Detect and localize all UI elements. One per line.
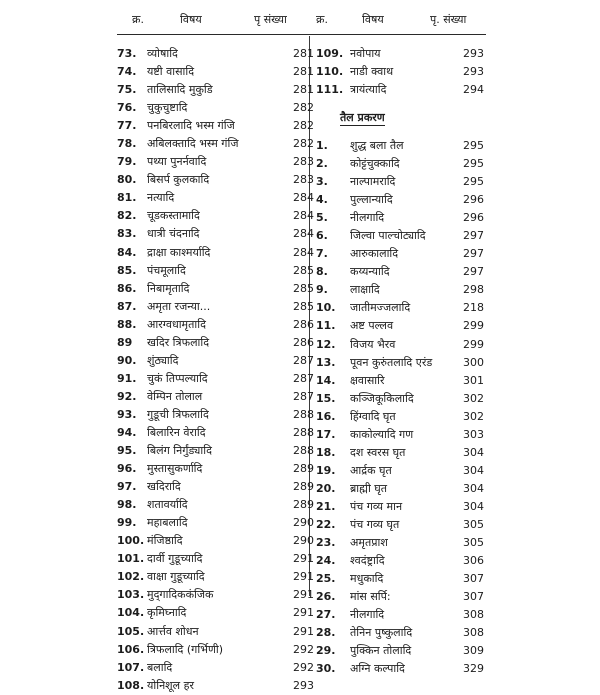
entry-number: 99. bbox=[117, 516, 137, 530]
entry-title: चुकुचुष्टादि bbox=[147, 101, 188, 115]
header-left-page: पृ संख्या bbox=[254, 13, 287, 26]
list-item bbox=[316, 372, 492, 390]
entry-number: 20. bbox=[316, 481, 336, 495]
entry-page: 307 bbox=[463, 572, 484, 586]
entry-title: लाक्षादि bbox=[350, 283, 380, 297]
entry-page: 297 bbox=[463, 247, 484, 261]
list-item bbox=[117, 298, 314, 316]
entry-number: 12. bbox=[316, 337, 336, 351]
entry-title: अमृता रजन्या... bbox=[147, 299, 211, 313]
entry-number: 16. bbox=[316, 409, 336, 423]
entry-number: 101. bbox=[117, 552, 145, 566]
entry-page: 283 bbox=[293, 155, 314, 169]
list-item bbox=[316, 281, 492, 299]
entry-title: वेम्पिन तोलाल bbox=[147, 389, 203, 403]
entry-page: 304 bbox=[463, 445, 484, 459]
entry-number: 103. bbox=[117, 588, 145, 602]
header-right-no: क्र. bbox=[316, 13, 328, 26]
entry-number: 22. bbox=[316, 517, 336, 531]
entry-page: 300 bbox=[463, 355, 484, 369]
entry-number: 5. bbox=[316, 211, 328, 225]
entry-page: 304 bbox=[463, 481, 484, 495]
list-item bbox=[316, 137, 492, 155]
entry-number: 80. bbox=[117, 173, 137, 187]
list-item bbox=[316, 660, 492, 678]
entry-number: 107. bbox=[117, 660, 145, 674]
entry-page: 295 bbox=[463, 157, 484, 171]
entry-page: 291 bbox=[293, 570, 314, 584]
entry-page: 299 bbox=[463, 319, 484, 333]
entry-page: 281 bbox=[293, 47, 314, 60]
entry-number: 108. bbox=[117, 678, 145, 692]
list-item bbox=[316, 155, 492, 173]
list-item bbox=[316, 624, 492, 642]
list-item bbox=[117, 334, 314, 352]
entry-page: 287 bbox=[293, 353, 314, 367]
entry-page: 288 bbox=[293, 444, 314, 458]
entry-page: 284 bbox=[293, 209, 314, 223]
entry-page: 218 bbox=[463, 301, 484, 315]
entry-number: 110. bbox=[316, 65, 344, 79]
entry-page: 284 bbox=[293, 227, 314, 241]
header-right-subject: विषय bbox=[362, 13, 384, 26]
entry-title: पंचमूलादि bbox=[147, 263, 186, 277]
list-item bbox=[117, 442, 314, 460]
entry-number: 76. bbox=[117, 101, 137, 115]
entry-title: श्वदंष्ट्रादि bbox=[350, 554, 385, 568]
entry-title: त्रायंत्यादि bbox=[350, 83, 387, 97]
entry-page: 291 bbox=[293, 606, 314, 620]
entry-title: अमृतप्राश bbox=[350, 536, 388, 550]
list-item bbox=[316, 534, 492, 552]
entry-page: 282 bbox=[293, 119, 314, 133]
entry-number: 14. bbox=[316, 373, 336, 387]
entry-page: 295 bbox=[463, 139, 484, 152]
entry-title: नाल्पामरादि bbox=[350, 175, 396, 189]
list-item bbox=[316, 552, 492, 570]
list-item bbox=[117, 604, 314, 622]
list-item bbox=[117, 460, 314, 478]
entry-number: 81. bbox=[117, 191, 137, 205]
entry-title: क्षवासारि bbox=[350, 373, 385, 387]
list-item bbox=[117, 677, 314, 695]
list-item bbox=[117, 532, 314, 550]
list-item bbox=[117, 623, 314, 641]
list-item bbox=[316, 480, 492, 498]
entry-title: शुंठ्यादि bbox=[147, 353, 179, 367]
entry-title: बलादि bbox=[147, 660, 173, 674]
entry-number: 77. bbox=[117, 119, 137, 133]
entry-title: कृमिघ्नादि bbox=[147, 606, 187, 620]
entry-title: अष्ट पल्लव bbox=[350, 319, 394, 333]
entry-title: धात्री चंदनादि bbox=[147, 227, 200, 241]
entry-title: नाडी क्वाथ bbox=[350, 65, 394, 79]
entry-number: 95. bbox=[117, 444, 137, 458]
list-item bbox=[117, 406, 314, 424]
entry-page: 285 bbox=[293, 281, 314, 295]
entry-title: व्योषादि bbox=[147, 47, 178, 60]
entry-number: 28. bbox=[316, 626, 336, 640]
list-item bbox=[117, 171, 314, 189]
entry-number: 79. bbox=[117, 155, 137, 169]
entry-title: बिलारिन वेरादि bbox=[147, 425, 206, 439]
entry-title: पंच गव्य घृत bbox=[350, 517, 400, 531]
entry-title: नीलगादि bbox=[350, 211, 385, 225]
entry-page: 295 bbox=[463, 175, 484, 189]
entry-title: मंजिष्ठादि bbox=[147, 534, 183, 548]
list-item bbox=[316, 498, 492, 516]
entry-title: नीलगादि bbox=[350, 608, 385, 622]
entry-number: 30. bbox=[316, 662, 336, 676]
entry-page: 296 bbox=[463, 211, 484, 225]
entry-page: 301 bbox=[463, 373, 484, 387]
entry-title: यष्टी वासादि bbox=[147, 65, 195, 79]
entry-number: 13. bbox=[316, 355, 336, 369]
list-item bbox=[117, 496, 314, 514]
header-left-subject: विषय bbox=[180, 13, 202, 26]
entry-number: 88. bbox=[117, 317, 137, 331]
entry-number: 90. bbox=[117, 353, 137, 367]
list-item bbox=[316, 588, 492, 606]
entry-number: 27. bbox=[316, 608, 336, 622]
entry-page: 283 bbox=[293, 173, 314, 187]
entry-number: 109. bbox=[316, 47, 344, 60]
entry-title: तालिसादि मुकुडि bbox=[147, 83, 213, 97]
entry-page: 291 bbox=[293, 588, 314, 602]
entry-number: 82. bbox=[117, 209, 137, 223]
entry-page: 287 bbox=[293, 371, 314, 385]
entry-page: 288 bbox=[293, 407, 314, 421]
list-item bbox=[316, 263, 492, 281]
entry-number: 111. bbox=[316, 83, 344, 97]
entry-title: नवोपाय bbox=[350, 47, 381, 60]
entry-page: 286 bbox=[293, 335, 314, 349]
entry-title: योनिशूल हर bbox=[147, 678, 194, 692]
entry-title: कय्यन्यादि bbox=[350, 265, 390, 279]
entry-page: 297 bbox=[463, 229, 484, 243]
entry-number: 6. bbox=[316, 229, 328, 243]
entry-page: 284 bbox=[293, 191, 314, 205]
entry-title: द्राक्षा काश्मर्यादि bbox=[147, 245, 211, 259]
entry-page: 307 bbox=[463, 590, 484, 604]
list-item bbox=[117, 117, 314, 135]
entry-title: मुद्‌गादिककंजिक bbox=[147, 588, 214, 602]
entry-title: बिसर्प कुलकादि bbox=[147, 173, 210, 187]
entry-number: 83. bbox=[117, 227, 137, 241]
entry-title: शुद्ध बला तैल bbox=[350, 139, 404, 152]
list-item bbox=[117, 45, 314, 63]
entry-number: 89 bbox=[117, 335, 133, 349]
entry-title: आर्त्तव शोधन bbox=[147, 624, 199, 638]
list-item bbox=[316, 462, 492, 480]
list-item bbox=[117, 586, 314, 604]
entry-page: 288 bbox=[293, 425, 314, 439]
entry-number: 75. bbox=[117, 83, 137, 97]
entry-title: नत्यादि bbox=[147, 191, 175, 205]
entry-page: 290 bbox=[293, 516, 314, 530]
entry-number: 91. bbox=[117, 371, 137, 385]
list-item bbox=[316, 191, 492, 209]
list-item bbox=[117, 225, 314, 243]
entry-number: 73. bbox=[117, 47, 137, 60]
list-item bbox=[117, 153, 314, 171]
entry-page: 309 bbox=[463, 644, 484, 658]
entry-number: 92. bbox=[117, 389, 137, 403]
header-left-no: क्र. bbox=[132, 13, 144, 26]
entry-number: 26. bbox=[316, 590, 336, 604]
entry-number: 85. bbox=[117, 263, 137, 277]
entry-page: 308 bbox=[463, 626, 484, 640]
list-item bbox=[117, 659, 314, 677]
entry-page: 289 bbox=[293, 480, 314, 494]
list-item bbox=[316, 354, 492, 372]
list-item bbox=[117, 189, 314, 207]
list-item bbox=[316, 173, 492, 191]
list-item bbox=[117, 568, 314, 586]
entry-title: पंच गव्य मान bbox=[350, 499, 403, 513]
entry-title: चूडकस्तामादि bbox=[147, 209, 200, 223]
list-item bbox=[117, 207, 314, 225]
list-item bbox=[117, 99, 314, 117]
entry-title: अबिलक्तादि भस्म गंजि bbox=[147, 137, 239, 151]
list-item bbox=[316, 336, 492, 354]
entry-number: 84. bbox=[117, 245, 137, 259]
entry-page: 308 bbox=[463, 608, 484, 622]
entry-page: 299 bbox=[463, 337, 484, 351]
entry-number: 1. bbox=[316, 139, 328, 152]
right-column-bottom bbox=[316, 137, 492, 678]
entry-title: जातीमज्जलादि bbox=[350, 301, 411, 315]
entry-page: 296 bbox=[463, 193, 484, 207]
entry-number: 2. bbox=[316, 157, 328, 171]
entry-number: 104. bbox=[117, 606, 145, 620]
entry-page: 294 bbox=[463, 83, 484, 97]
entry-number: 78. bbox=[117, 137, 137, 151]
entry-number: 9. bbox=[316, 283, 328, 297]
entry-title: शतावर्यादि bbox=[147, 498, 188, 512]
entry-number: 17. bbox=[316, 427, 336, 441]
entry-page: 285 bbox=[293, 263, 314, 277]
entry-number: 29. bbox=[316, 644, 336, 658]
entry-page: 304 bbox=[463, 499, 484, 513]
entry-title: महाबलादि bbox=[147, 516, 188, 530]
entry-number: 97. bbox=[117, 480, 137, 494]
entry-number: 74. bbox=[117, 65, 137, 79]
entry-title: पनबिरलादि भस्म गंजि bbox=[147, 119, 235, 133]
entry-title: ब्राह्मी घृत bbox=[350, 481, 388, 495]
entry-number: 15. bbox=[316, 391, 336, 405]
entry-page: 302 bbox=[463, 391, 484, 405]
left-column bbox=[117, 45, 314, 695]
entry-title: निबामृतादि bbox=[147, 281, 190, 295]
entry-number: 10. bbox=[316, 301, 336, 315]
list-item bbox=[316, 317, 492, 335]
entry-page: 303 bbox=[463, 427, 484, 441]
entry-number: 8. bbox=[316, 265, 328, 279]
list-item bbox=[117, 244, 314, 262]
entry-page: 304 bbox=[463, 463, 484, 477]
list-item bbox=[316, 606, 492, 624]
entry-title: मुस्तासुकर्णादि bbox=[147, 462, 203, 476]
entry-number: 93. bbox=[117, 407, 137, 421]
list-item bbox=[117, 514, 314, 532]
list-item bbox=[316, 570, 492, 588]
entry-number: 98. bbox=[117, 498, 137, 512]
entry-page: 291 bbox=[293, 624, 314, 638]
entry-title: जिल्वा पाल्चोट्यादि bbox=[350, 229, 426, 243]
entry-number: 87. bbox=[117, 299, 137, 313]
table-header bbox=[0, 12, 600, 30]
entry-title: आरुकालादि bbox=[350, 247, 399, 261]
header-right-page: पृ. संख्या bbox=[430, 13, 467, 26]
list-item bbox=[316, 81, 492, 99]
entry-title: आरग्वधामृतादि bbox=[147, 317, 206, 331]
entry-title: खदिर त्रिफलादि bbox=[147, 335, 210, 349]
entry-title: कोट्टंचुक्कादि bbox=[350, 157, 400, 171]
entry-number: 23. bbox=[316, 536, 336, 550]
entry-number: 106. bbox=[117, 642, 145, 656]
entry-title: वाक्षा गुडूच्यादि bbox=[147, 570, 205, 584]
list-item bbox=[117, 388, 314, 406]
entry-page: 282 bbox=[293, 137, 314, 151]
entry-title: पथ्या पुनर्नवादि bbox=[147, 155, 207, 169]
entry-title: कञ्जिकूकिलादि bbox=[350, 391, 414, 405]
list-item bbox=[316, 227, 492, 245]
list-item bbox=[316, 63, 492, 81]
entry-page: 302 bbox=[463, 409, 484, 423]
entry-title: त्रिफलादि (गर्भिणी) bbox=[147, 642, 224, 656]
entry-page: 281 bbox=[293, 83, 314, 97]
entry-page: 329 bbox=[463, 662, 484, 676]
entry-page: 297 bbox=[463, 265, 484, 279]
header-rule bbox=[117, 34, 486, 35]
entry-page: 286 bbox=[293, 317, 314, 331]
entry-title: आर्द्रक घृत bbox=[350, 463, 392, 477]
entry-page: 298 bbox=[463, 283, 484, 297]
entry-title: पूवन कुरुंतलादि एरंड bbox=[350, 355, 433, 369]
entry-title: चुकं तिप्पल्यादि bbox=[147, 371, 208, 385]
list-item bbox=[316, 408, 492, 426]
entry-title: अग्नि कल्पादि bbox=[350, 662, 405, 676]
entry-page: 282 bbox=[293, 101, 314, 115]
list-item bbox=[316, 516, 492, 534]
entry-number: 94. bbox=[117, 425, 137, 439]
entry-page: 305 bbox=[463, 517, 484, 531]
entry-title: पुक्किन तोलादि bbox=[350, 644, 412, 658]
entry-title: मधुकादि bbox=[350, 572, 384, 586]
entry-page: 287 bbox=[293, 389, 314, 403]
list-item bbox=[316, 209, 492, 227]
list-item bbox=[316, 45, 492, 63]
list-item bbox=[316, 642, 492, 660]
entry-title: विजय भैरव bbox=[350, 337, 396, 351]
list-item bbox=[316, 390, 492, 408]
entry-number: 11. bbox=[316, 319, 336, 333]
list-item bbox=[316, 299, 492, 317]
entry-page: 291 bbox=[293, 552, 314, 566]
entry-number: 4. bbox=[316, 193, 328, 207]
list-item bbox=[117, 550, 314, 568]
list-item bbox=[117, 135, 314, 153]
entry-title: हिंग्वादि घृत bbox=[350, 409, 396, 423]
entry-title: मांस सर्पि: bbox=[350, 590, 391, 604]
entry-title: गुडूची त्रिफलादि bbox=[147, 407, 209, 421]
entry-number: 24. bbox=[316, 554, 336, 568]
entry-number: 18. bbox=[316, 445, 336, 459]
list-item bbox=[117, 280, 314, 298]
list-item bbox=[316, 444, 492, 462]
entry-page: 289 bbox=[293, 462, 314, 476]
section-heading: तैल प्रकरण bbox=[340, 111, 385, 124]
entry-title: पुल्लान्यादि bbox=[350, 193, 393, 207]
entry-number: 100. bbox=[117, 534, 145, 548]
entry-number: 7. bbox=[316, 247, 328, 261]
list-item bbox=[316, 426, 492, 444]
list-item bbox=[117, 316, 314, 334]
entry-number: 96. bbox=[117, 462, 137, 476]
entry-page: 293 bbox=[463, 65, 484, 79]
list-item bbox=[117, 262, 314, 280]
entry-title: काकोल्यादि गण bbox=[350, 427, 414, 441]
entry-number: 21. bbox=[316, 499, 336, 513]
entry-page: 293 bbox=[293, 678, 314, 692]
right-column-top bbox=[316, 45, 492, 99]
entry-title: दश स्वरस घृत bbox=[350, 445, 406, 459]
entry-title: दार्वी गुडूच्यादि bbox=[147, 552, 203, 566]
entry-number: 3. bbox=[316, 175, 328, 189]
list-item bbox=[117, 81, 314, 99]
entry-page: 285 bbox=[293, 299, 314, 313]
entry-title: बिलंग निर्गुंड्यादि bbox=[147, 444, 212, 458]
entry-page: 292 bbox=[293, 660, 314, 674]
entry-page: 281 bbox=[293, 65, 314, 79]
entry-number: 102. bbox=[117, 570, 145, 584]
entry-page: 306 bbox=[463, 554, 484, 568]
entry-page: 293 bbox=[463, 47, 484, 60]
list-item bbox=[117, 478, 314, 496]
entry-number: 105. bbox=[117, 624, 145, 638]
entry-page: 289 bbox=[293, 498, 314, 512]
entry-page: 292 bbox=[293, 642, 314, 656]
entry-title: तेनिन पुष्कुलादि bbox=[350, 626, 413, 640]
entry-page: 284 bbox=[293, 245, 314, 259]
entry-number: 86. bbox=[117, 281, 137, 295]
entry-page: 305 bbox=[463, 536, 484, 550]
list-item bbox=[117, 370, 314, 388]
entry-page: 290 bbox=[293, 534, 314, 548]
entry-number: 25. bbox=[316, 572, 336, 586]
list-item bbox=[117, 641, 314, 659]
list-item bbox=[316, 245, 492, 263]
list-item bbox=[117, 352, 314, 370]
list-item bbox=[117, 63, 314, 81]
entry-number: 19. bbox=[316, 463, 336, 477]
entry-title: खदिरादि bbox=[147, 480, 181, 494]
list-item bbox=[117, 424, 314, 442]
